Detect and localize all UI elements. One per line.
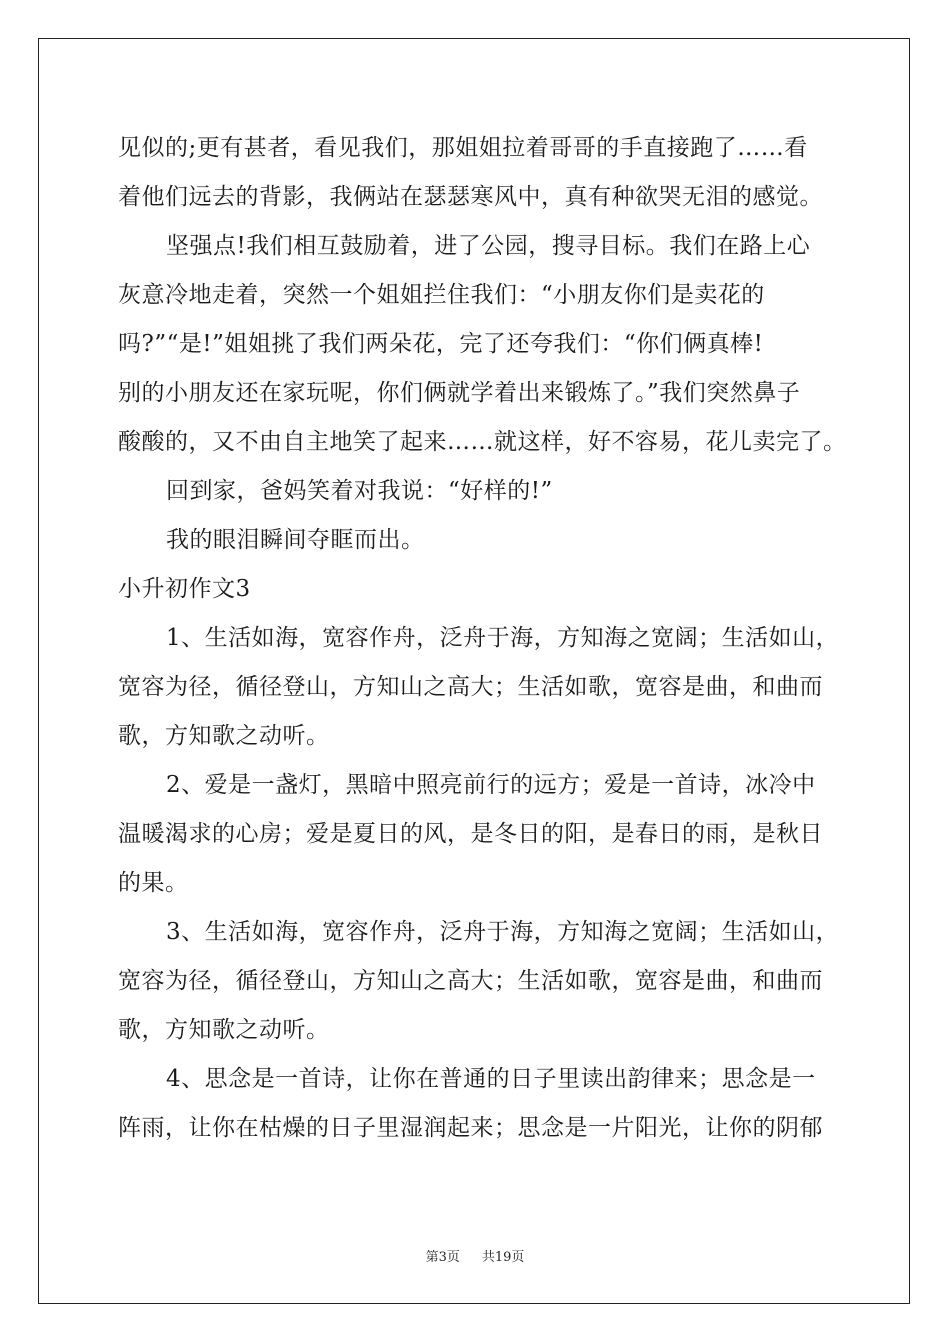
- text-line: 坚强点!我们相互鼓励着，进了公园，搜寻目标。我们在路上心: [166, 233, 811, 259]
- text-line: 歌，方知歌之动听。: [118, 1017, 330, 1043]
- text-line: 1、生活如海，宽容作舟，泛舟于海，方知海之宽阔；生活如山，: [166, 625, 840, 651]
- text-line: 的果。: [118, 870, 189, 896]
- text-line: 别的小朋友还在家玩呢，你们俩就学着出来锻炼了。”我们突然鼻子: [118, 380, 801, 406]
- text-line: 2、爱是一盏灯，黑暗中照亮前行的远方；爱是一首诗，冰冷中: [166, 772, 816, 798]
- text-line: 宽容为径，循径登山，方知山之高大；生活如歌，宽容是曲，和曲而: [118, 674, 823, 700]
- text-line: 歌，方知歌之动听。: [118, 723, 330, 749]
- text-line: 着他们远去的背影，我俩站在瑟瑟寒风中，真有种欲哭无泪的感觉。: [118, 184, 823, 210]
- text-line: 灰意冷地走着，突然一个姐姐拦住我们：“小朋友你们是卖花的: [118, 282, 765, 308]
- section-heading: 小升初作文3: [118, 576, 251, 602]
- text-line: 阵雨，让你在枯燥的日子里湿润起来；思念是一片阳光，让你的阴郁: [118, 1115, 823, 1141]
- document-body: [118, 124, 847, 1153]
- page-footer: [0, 1246, 950, 1265]
- text-line: 回到家，爸妈笑着对我说：“好样的!”: [166, 478, 553, 504]
- text-line: 我的眼泪瞬间夺眶而出。: [166, 527, 425, 553]
- page-total: 共19页: [481, 1250, 525, 1265]
- text-line: 见似的;更有甚者，看见我们，那姐姐拉着哥哥的手直接跑了……看: [118, 135, 808, 161]
- text-line: 宽容为径，循径登山，方知山之高大；生活如歌，宽容是曲，和曲而: [118, 968, 823, 994]
- page-number: 第3页: [425, 1250, 460, 1265]
- text-line: 温暖渴求的心房；爱是夏日的风，是冬日的阳，是春日的雨，是秋日: [118, 821, 823, 847]
- text-line: 吗?”“是!”姐姐挑了我们两朵花，完了还夸我们：“你们俩真棒!: [118, 331, 764, 357]
- text-line: 酸酸的，又不由自主地笑了起来……就这样，好不容易，花儿卖完了。: [118, 429, 847, 455]
- text-line: 3、生活如海，宽容作舟，泛舟于海，方知海之宽阔；生活如山，: [166, 919, 840, 945]
- text-line: 4、思念是一首诗，让你在普通的日子里读出韵律来；思念是一: [166, 1066, 816, 1092]
